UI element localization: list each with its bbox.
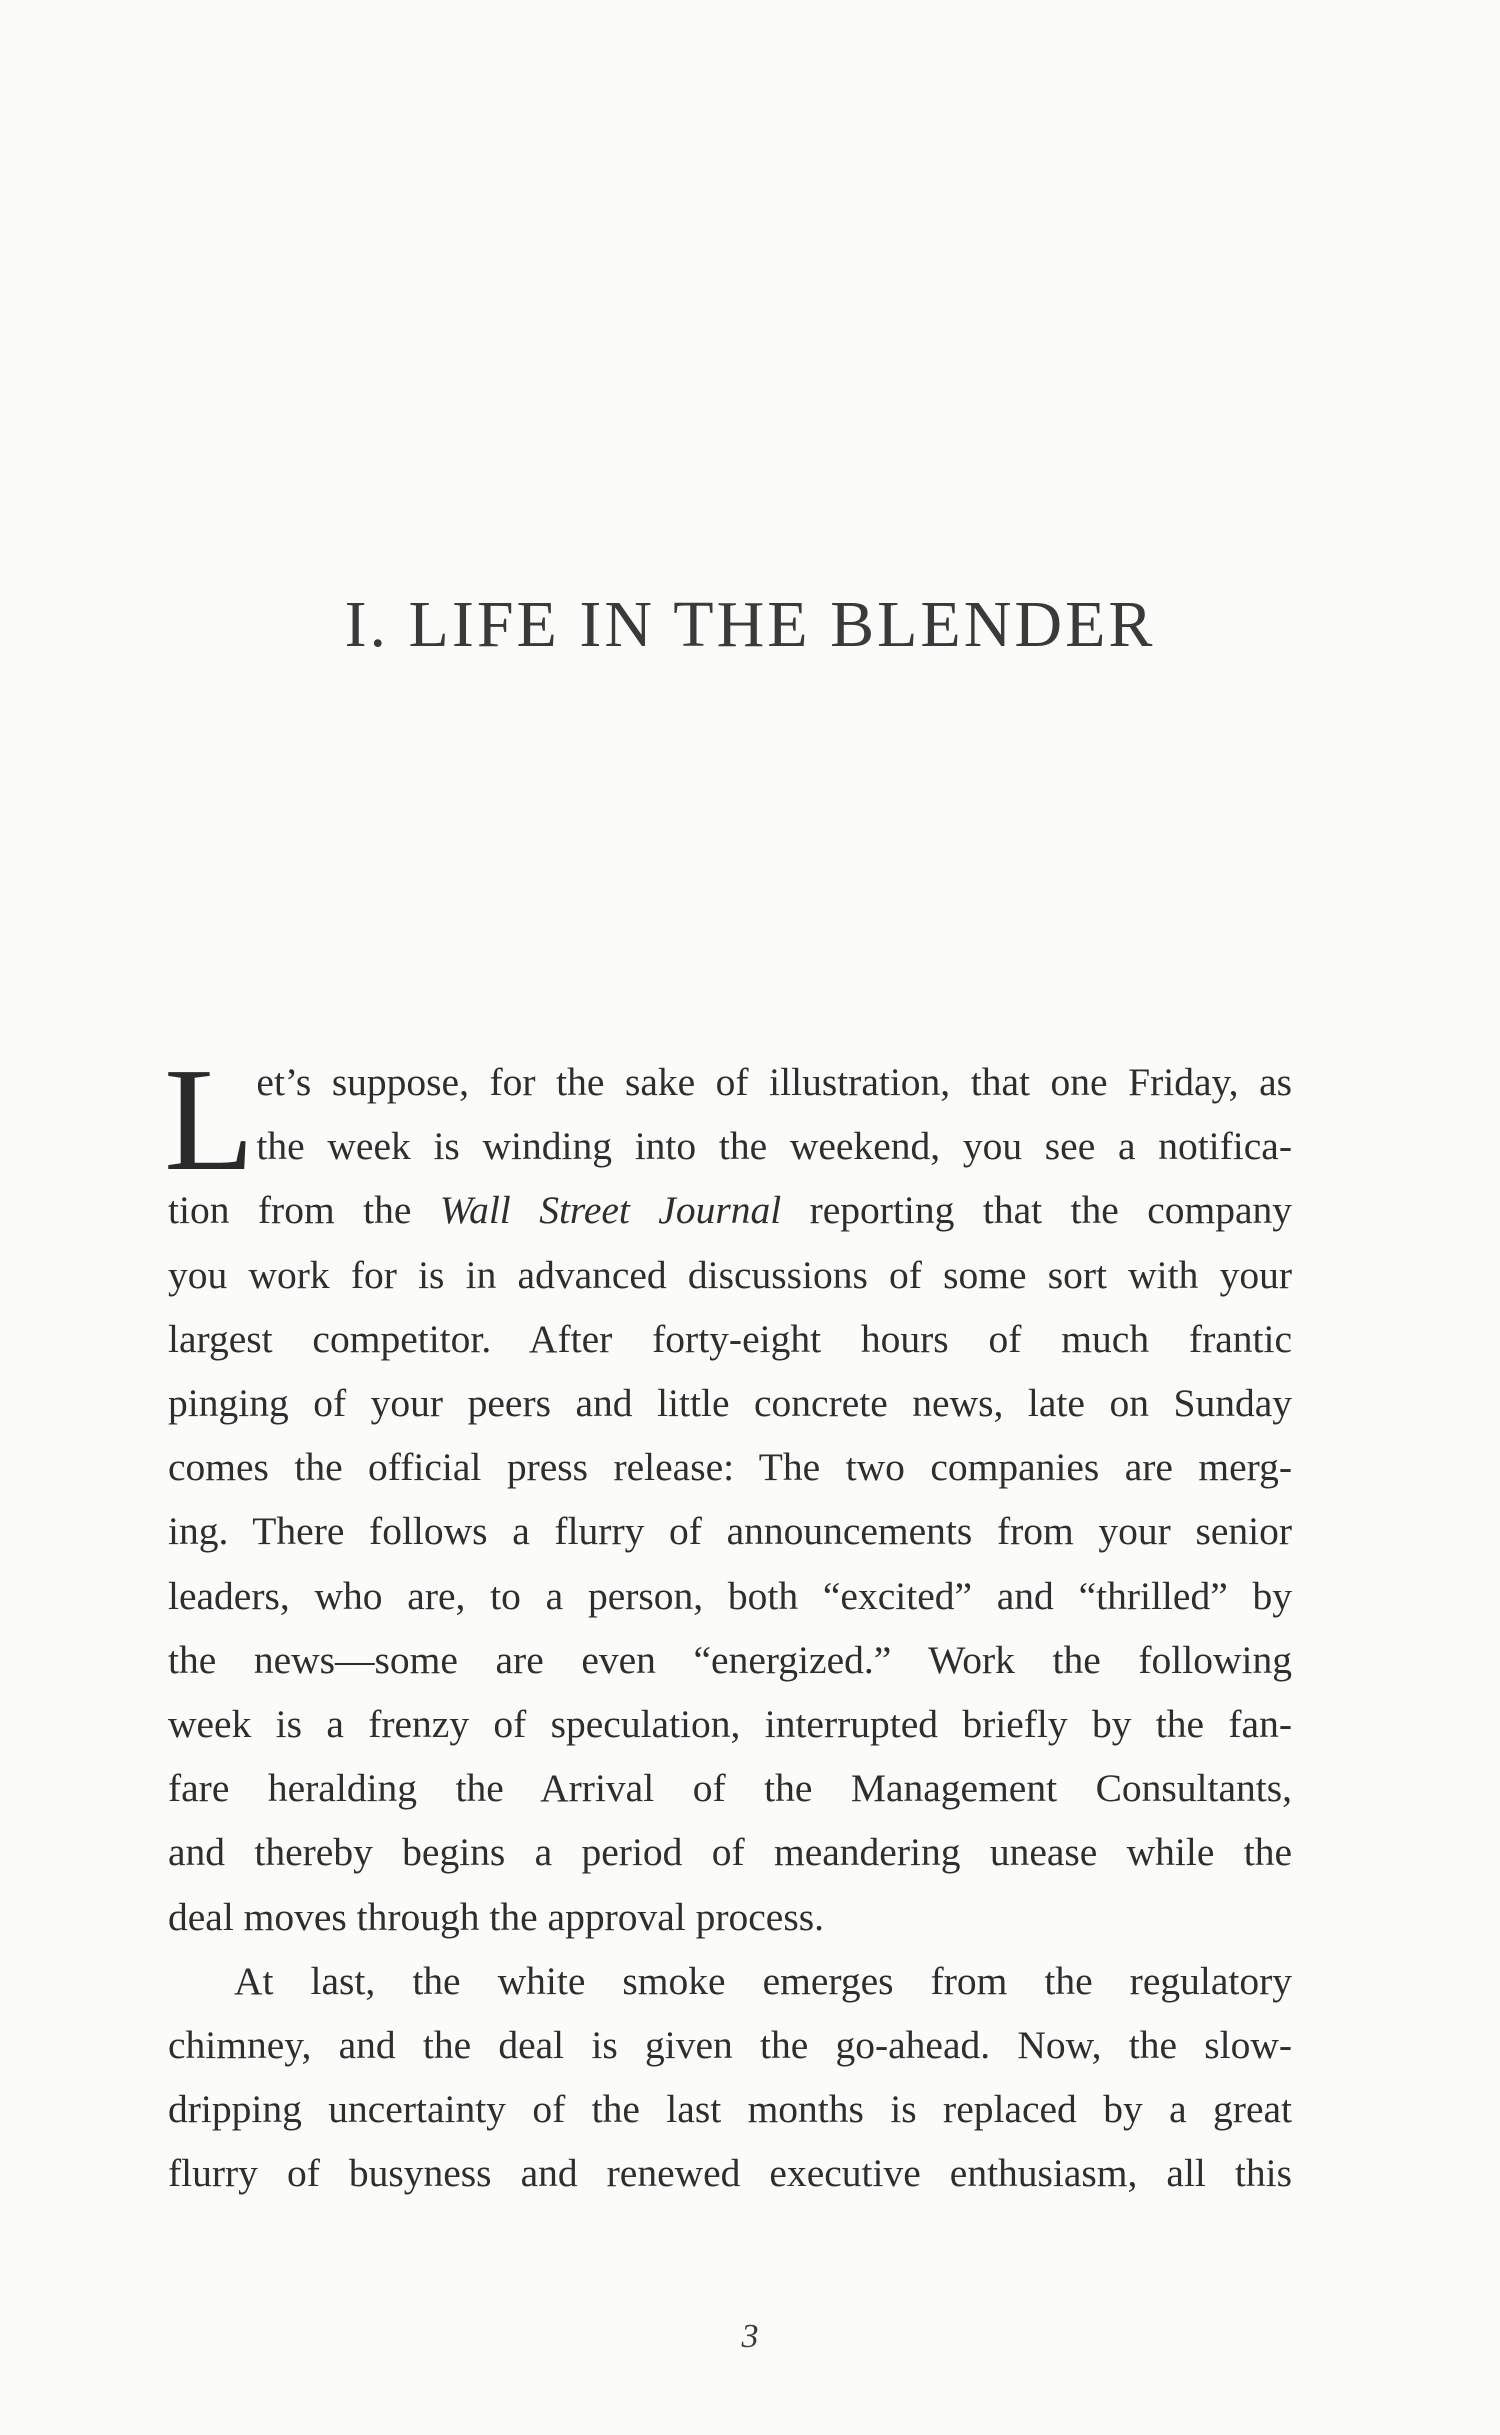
paragraph-1 — [164, 1038, 1292, 1949]
body-text — [164, 1038, 1292, 2206]
text-line: et’s suppose, for the sake of illustration, that one Friday, as — [256, 1060, 1292, 1104]
text-line: At last, the white smoke emerges from the regulatory — [234, 1958, 1292, 2003]
chapter-title: I. LIFE IN THE BLENDER — [344, 588, 1156, 661]
text-line: dripping uncertainty of the last months is replaced by a great — [168, 2087, 1292, 2132]
text-line: largest competitor. After forty-eight hours of much frantic — [168, 1316, 1292, 1361]
text-line: the news—some are even “energized.” Work the following — [168, 1637, 1292, 1682]
text-line: deal moves through the approval process. — [168, 1894, 824, 1939]
text-line: chimney, and the deal is given the go-ahead. Now, the slow- — [168, 2023, 1292, 2068]
text-fragment: tion from the — [168, 1188, 440, 1233]
text-line: and thereby begins a period of meandering unease while the — [168, 1830, 1292, 1875]
text-line: fare heralding the Arrival of the Management Consultants, — [168, 1766, 1292, 1811]
text-line: flurry of busyness and renewed executive enthusiasm, all this — [168, 2151, 1292, 2196]
text-line — [168, 1178, 1292, 1242]
text-line: week is a frenzy of speculation, interrupted briefly by the fan- — [168, 1702, 1292, 1747]
publication-title: Wall Street Journal — [439, 1188, 782, 1233]
text-line: the week is winding into the weekend, you see a notifica- — [256, 1124, 1292, 1169]
paragraph-2 — [168, 1949, 1292, 2206]
page-number: 3 — [741, 2318, 759, 2355]
text-fragment: reporting that the company — [781, 1188, 1292, 1233]
text-line: ing. There follows a flurry of announcements from your senior — [168, 1509, 1292, 1554]
text-line: leaders, who are, to a person, both “excited” and “thrilled” by — [168, 1573, 1292, 1618]
drop-cap: L — [164, 1038, 255, 1202]
text-line: you work for is in advanced discussions of some sort with your — [168, 1252, 1292, 1297]
text-line: pinging of your peers and little concrete news, late on Sunday — [168, 1381, 1292, 1426]
text-line: comes the official press release: The two companies are merg- — [168, 1445, 1292, 1490]
